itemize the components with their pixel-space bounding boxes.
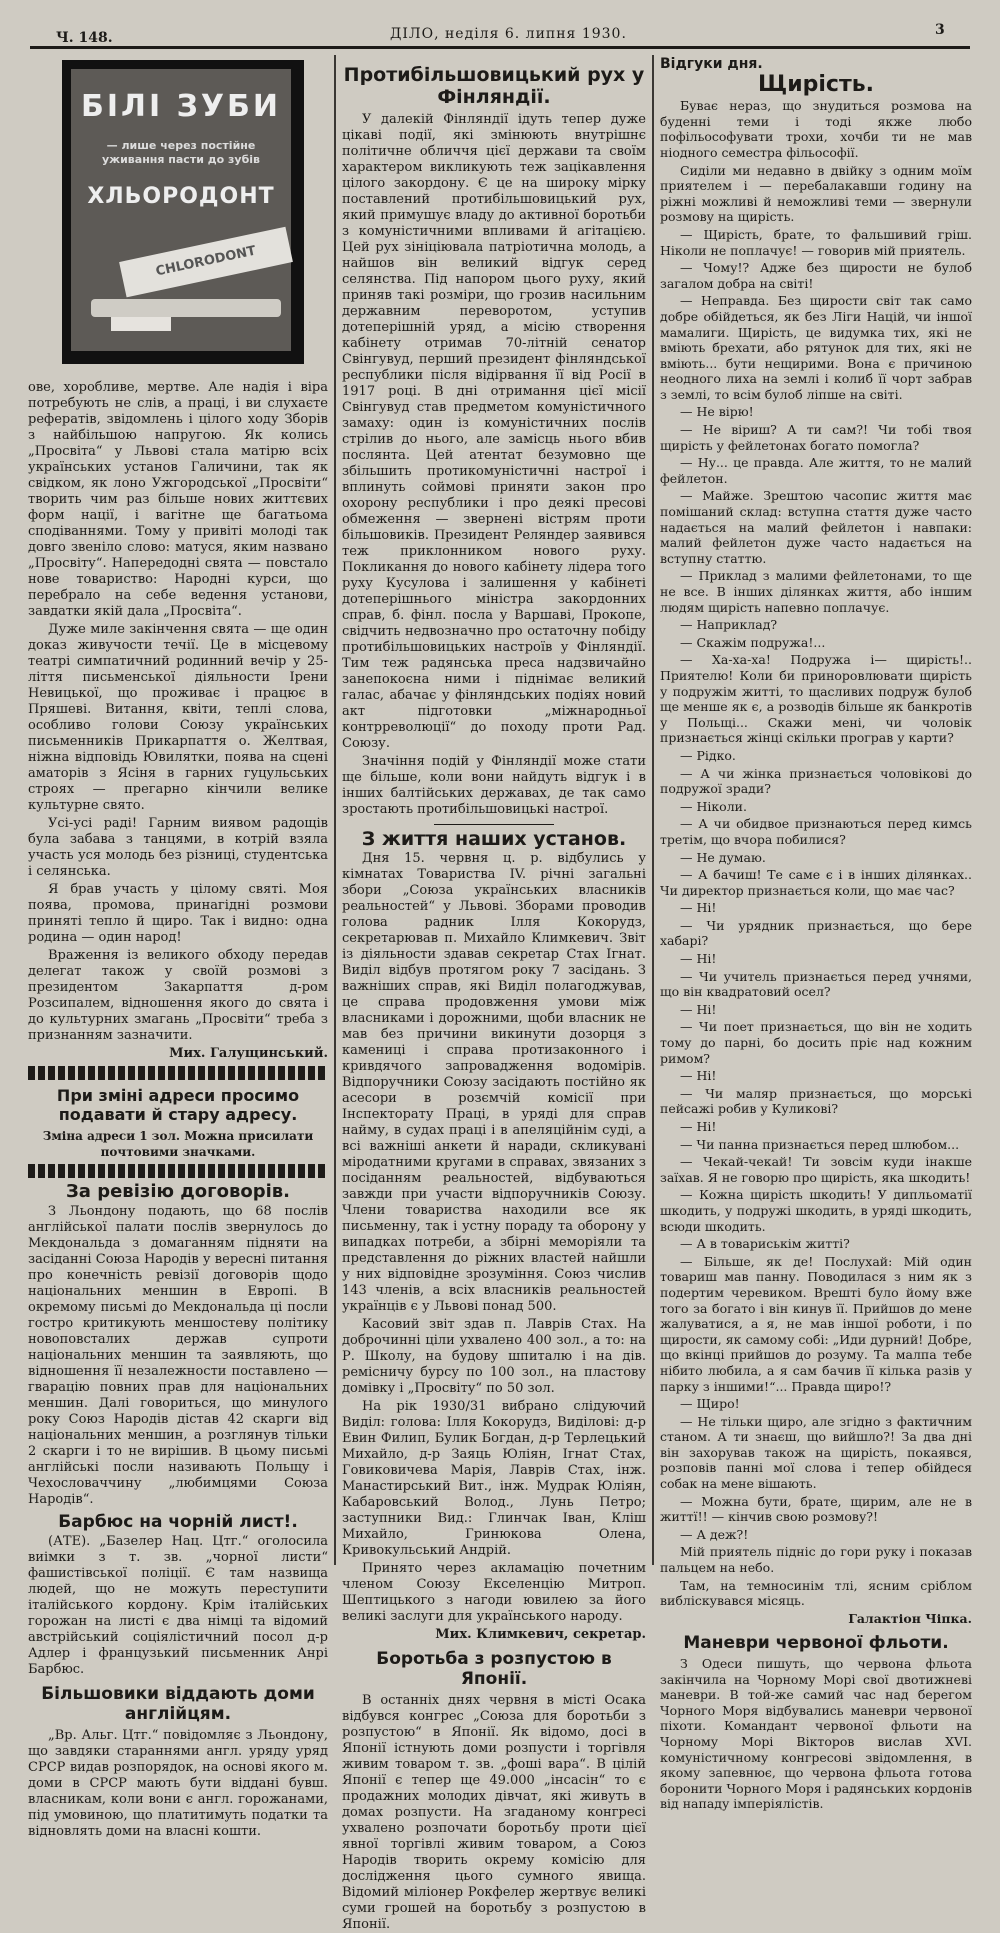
paragraph: — Ні! [680,1119,717,1134]
article-title: За ревізію договорів. [66,1181,290,1202]
paragraph: ове, хоробливе, мертве. Але надія і віра потребують не слів, а праці, і ви слухаєте рефератів, звідомлень і цілого ходу Зборів з найбільшою напругою. Як колись „Просвіта“ у Львові стала матірю всіх українських установ Галичини, так як свідком, як лоно Ужгородської „Просвіти“ творить чим раз більше нових життєвих форм нації, і вагітне ще багатьома сподіваннями. Тому у привіті молоді так довго звеніло слово: матуся, яким названо „Просвіту“. Напередодні свята — повстало нове товариство: Народні курси, що перебрало на себе ведення установи, завдатки якій дала „Просвіта“. [28,380,328,619]
paragraph: Усі-усі раді! Гарним виявом радощів була забава з танцями, в котрій взяла участь уся молодь без різниці, студентська і селянська. [28,816,328,879]
header-rule [30,46,970,49]
paragraph: У далекій Фінляндії ідуть тепер дуже цікаві події, які змінюють внутрішнє політичне обличчя цієї держави та своїм характером викликують теж зацікавлення цілого закордону. Є це на широку мірку поставлений протибільшовицький рух, який примушує владу до активної боротьби з комуністичними впливами й агітацією. Цей рух зініціювала патріотична молодь, а найшов він великий відгук серед селянства. Під напором цього руху, який приняв такі розміри, що грозив насильним державним переворотом, уступив дотеперішній уряд, а місію створення кабінету отримав 70-літній сенатор Свінгувуд, перший президент фінляндської республики після відірвання її від Росії в 1917 році. В дні отримання цієї місії Свінгувуд став предметом комуністичного замаху: один із комуністичних послів стрілив до нього, але замісць нього вбив послянта. Цей атентат безумовно ще збільшить протикомуністичні настрої і вплинуть соймові приняти закон про охорону республики і про деякі пресові обмеження — звернені вістрям проти більшовиків. Президент Реляндер заявився теж приклонником нового руху. Покликання до нового кабінету лідера того руху Кусулова і залишення у кабінеті дотеперішнього міністра закордонних справ, б. фінл. посла у Варшаві, Прокопе, свідчить недвозначно про остаточну побіду протибільшовицьких настроїв у Фінляндії. Тим теж радянська преса надзвичайно занепокоєна ними і піднімає великий галас, абачає у фінляндських подіях новий акт підготовки „міжнародньої контрреволюції“ до походу проти Рад. Союзу. [342,112,646,751]
signature: Мих. Климкевич, секретар. [435,1627,646,1642]
notice-title: При зміні адреси просимо подавати й стару адресу. [56,1086,300,1124]
paragraph: — Ніколи. [680,798,747,814]
toothbrush-icon [91,299,281,317]
paragraph: — Ні! [680,900,717,916]
paragraph: Дня 15. червня ц. р. відбулись у кімнатах Товариства IV. річні загальні збори „Союза українських власників реальностей“ у Львові. Зборами проводив голова радник Ілля Кокорудз, секретарював п. Михайло Климкевич. Звіт із діяльности здавав секретар Стах Ігнат. Виділ відбув протягом року 7 засідань. З важніших справ, які Виділ полагоджував, це справа продовження умови між власниками і дорожними, щоби власник не мав без причини викинути дозорця з камениці і справа протизаконного і кривдячого запровадження водомірів. Відпоручники Союзу засідають постійно як асесори в розємчій комісії при Інспекторату Праці, в уряді для справ найму, в судах праці і в апеляційнім суді, а всі важніші анкети й наради, скликувані міродатними кругами в справах, звязаних з посіданням реальностей, відбуваються завжди при участи відпоручників Союзу. Члени товариства находили все як письменну, так і устну пораду та оборону у випадках потреби, а збірні меморіяли та представлення до ріжних властей найшли у них відповідне зрозуміння. Союз числив 143 членів, а всіх власників реальностей українців є у Львові понад 500. [342,851,646,1314]
paragraph: — А в товариськім житті? [680,1236,850,1252]
paragraph: — Рідко. [680,747,736,763]
paragraph: — Кожна щирість шкодить! У дипльоматії шкодить, у подружі шкодить, в уряді шкодить, всюди шкодить. [660,1187,972,1234]
paragraph: — Не віриш? А ти сам?! Чи тобі твоя щирість у фейлетонах богато помогла? [660,422,972,453]
article-text: З Льондону подають, що 68 послів англійської палати послів звернулось до Мекдональда з домаганням підняти на засіданні Союза Народів у вересні питання про конечність ревізії договорів щодо національних меншин в Европі. В окремому письмі до Мекдональда ці посли гостро критикують меншостеву політику новоповсталих держав супроти національних меншин та заявляють, що відношення її незалежности поставлено — гварацію повних прав для національних меншин. Далі говориться, що минулого року Союз Народів дістав 42 скарги від національних меншин, а розглянув тільки 2 скарги і то не вирішив. В цьому письмі англійські посли називають Польщу і Чехословаччину „любимцями Союза Народів“. [28,1204,328,1507]
paragraph: — Чи учитель признається перед учнями, що він квадратовий осел? [660,968,972,1000]
toothpaste-tube-icon: CHLORODONT [119,227,293,298]
paragraph: — Чи панна признається перед шлюбом... [680,1136,960,1152]
article-title: Барбюс на чорній лист!. [58,1512,298,1532]
column-1 [28,380,328,1839]
paragraph: — Чи урядник признається, що бере хабарі? [660,917,972,949]
paragraph: — Не думаю. [680,849,766,865]
paragraph: Значіння подій у Фінляндії може стати ще більше, коли вони найдуть відгук і в інших балтійських державах, де так само зростають протибільшовицькі настрої. [342,754,646,817]
paragraph: Касовий звіт здав п. Лаврів Стах. На доброчинні ціли ухвалено 400 зол., а то: на Р. Школу, на будову шпиталю і на дів. ремісничу бурсу по 100 зол., на пластову домівку і „Просвіту“ по 50 зол. [342,1317,646,1396]
column-divider [334,55,336,1565]
paragraph: — Чекай-чекай! Ти зовсім куди інакше заїхав. Я не говорю про щирість, яка шкодить! [660,1154,972,1185]
paragraph: Там, на темносинім тлі, ясним сріблом вибліскувався місяць. [660,1577,972,1609]
feuilleton-body [660,98,972,1609]
page-number: 3 [935,22,945,38]
paragraph: — Ні! [680,1001,717,1017]
paragraph: — Ні! [680,951,717,967]
paragraph: — Неправда. Без щирости світ так само добре обійдеться, як без Ліги Націй, чи іншої мамалиги. Щирість, це видумка тих, які не вміють брехати, або рятунок для тих, які не вміють... бути нещирими. Вона є причиною неодного лиха на землі і колиб її чорт забрав з землі, то всім булоб ліпше на світі. [660,293,972,402]
paragraph: — А деж?! [680,1526,749,1542]
ornamental-rule [28,1164,328,1178]
divider [434,824,554,825]
article-title: Більшовики віддають доми англійцям. [41,1684,315,1724]
paragraph: Принято через акламацію почетним членом Союзу Екселенцію Митроп. Шептицького з нагоди ювилею за його великі заслуги для українського народу. [342,1561,646,1624]
column-3 [660,55,972,1812]
paragraph: — Ні! [680,1068,717,1084]
column-divider [652,55,654,1565]
paragraph: — Не тільки щиро, але згідно з фактичним станом. А ти знаєш, що вийшло?! За два дні він захорував також на щирість, покаявся, розповів панні мої слова і тепер обійдеся собак на мене вішають. [660,1413,972,1492]
paragraph: Враження із великого обходу передав делегат також у своїй розмові з президентом Закарпаття д-ром Розсипалем, відношення якого до свята і до культурних змагань „Просвіти“ треба з признанням зазначити. [28,948,328,1043]
paragraph: На рік 1930/31 вибрано слідуючий Виділ: голова: Ілля Кокорудз, Виділові: д-р Евин Филип, Булик Богдан, д-р Терлецький Михайло, д-р Заяць Юліян, Ігнат Стах, Говиковичева Марія, Лаврів Стах, інж. Манастирський Вит., інж. Мудрак Юліян, Кабаровський Волод., Лунь Петро; заступники Вид.: Глинчак Іван, Кліш Михайло, Гринюкова Олена, Кривокульський Андрій. [342,1399,646,1558]
paragraph: — Наприклад? [680,617,778,633]
paragraph: — Чи маляр признається, що морські пейсажі робив у Куликові? [660,1085,972,1117]
ornamental-rule [28,1066,328,1080]
article-text: (АТЕ). „Базелер Нац. Цтг.“ оголосила виімки з т. зв. „чорної листи“ фашистівської поліції. Є там назвища людей, що не можуть переступити італійського кордону. Крім італійських горожан на листі є два німці та відомий австрійський соціялістичний посол д-р Адлер і французький письменник Анрі Барбюс. [28,1534,328,1677]
paragraph: — А чи жінка признається чоловікові до подружої зради? [660,765,972,797]
masthead: ДІЛО, неділя 6. липня 1930. [390,26,627,42]
ad-title: БІЛІ ЗУБИ [81,89,281,124]
page-header [0,0,1000,48]
paragraph: — Ну... це правда. Але життя, то не малий фейлетон. [660,455,972,486]
article-title: Боротьба з розпустою в Японії. [376,1649,612,1689]
article-text: В останніх днях червня в місті Осака відбувся конгрес „Союза для боротьби з розпустою“ в Японії. Як відомо, досі в Японії істнують доми розпусти і торгівля живим товаром т. зв. „фошi вара“. В цілій Японії є тепер ще 49.000 „інсасін“ то є продажних молодих дівчат, які живуть в домах розпусти. На згаданому конгресі ухвалено розпочати боротьбу проти цієї явної торгівлі живим товаром, а Союз Народів творить окрему комісію для дослідження цього сумного явища. Відомий міліонер Рокфелер жертвує великі суми грошей на боротьбу з розпустою в Японії. [342,1693,646,1932]
paragraph: — Приклад з малими фейлетонами, то ще не все. В інших ділянках життя, або іншим людям щирість напевно поплачує. [660,568,972,615]
signature: Мих. Галущинський. [169,1046,328,1061]
paragraph: Мій приятель підніс до гори руку і показав пальцем на небо. [660,1544,972,1576]
paragraph: — А бачиш! Те саме є і в інших ділянках.. Чи директор признається коли, що має час? [660,867,972,898]
issue-number: Ч. 148. [56,30,113,46]
paragraph: Дуже миле закінчення свята — ще один доказ живучости течії. Це в місцевому театрі симпатичний родинний вечір у 25-ліття письменської діяльности Ірени Невицької, що проживає і працює в Пряшеві. Витання, квіти, теплі слова, особливо голови Союзу українських письменників Прикарпаття о. Желтвая, ніжна відповідь Ювилятки, поява на сцені аматорів з Ясіня в гарних гуцульських строях — прегарно кінчили велике культурне свято. [28,622,328,813]
ad-brand: ХЛЬОРОДОНТ [87,184,275,209]
paragraph: — Щиро! [680,1396,740,1412]
toothpaste-ad [62,60,304,364]
ad-subtitle: — лише через постійне уживання пасти до зубів [101,139,260,166]
paragraph: — Скажім подружа!... [680,634,826,650]
article-title: Щирість. [758,71,874,97]
rubric: Відгуки дня. [660,56,763,72]
paragraph: — Чому!? Адже без щирости не булоб загалом добра на світі! [660,260,972,291]
column-2 [342,60,646,1932]
signature: Галактіон Чіпка. [848,1610,972,1626]
toothbrush-bristles-icon [111,317,171,331]
paragraph: — А чи обидвое признаються перед кимсь третім, що вчора побилися? [660,816,972,847]
article-title: Протибільшовицький рух у Фінляндії. [343,64,645,108]
paragraph: — Чи поет признається, що він не ходить тому до парні, бо досить пріє над кожним римом? [660,1019,972,1066]
paragraph: — Ха-ха-ха! Подружа і— щирість!.. Приятелю! Коли би приноровлювати щирість у подружім житті, то щасливих подруж булоб ще менше як є, а розводів більше як банкротів у Польщі... Скажи мені, чи чоловік признається жінці скільки програв у карти? [660,652,972,746]
paragraph: — Не вірю! [680,404,754,420]
paragraph: — Майже. Зрештою часопис життя має помішаний склад: вступна стаття дуже часто надається на малий фейлетон і навпаки: малий фейлетон дуже часто надається на вступну статтю. [660,488,972,566]
notice-text: Зміна адреси 1 зол. Можна присилати почтовими значками. [42,1129,314,1159]
article-text: „Вр. Альг. Цтг.“ повідомляє з Льондону, що завдяки стараннями англ. уряду уряд СРСР видав розпорядок, на основі якого м. доми в СРСР мають бути віддані бувш. власникам, коли вони є англ. горожанами, під умовиною, що платитимуть податки та відновлять доми на власні кошти. [28,1728,328,1839]
article-text: З Одеси пишуть, що червона фльота закінчила на Чорному Морі свої двотижневі маневри. В той-же самий час над берегом Чорного Моря відбувались маневри червоної піхоти. Командант червоної фльоти на Чорному Морі Вікторов вислав XVI. комуністичному конгресові звідомлення, в якому запевнює, що червона фльота готова боронити Чорного Моря і радянських кордонів від нападу імперіялістів. [660,1656,972,1812]
paragraph: — Більше, як де! Послухай: Мій один товариш мав панну. Поводилася з ним як з подертим черевиком. Врешті було йому вже того за богато і він кинув її. Прийшов до мене жалуватися, а я, не мав іншої роботи, і по щирости, як самому собі: „Иди дурний! Добре, що вкінці прийшов до розуму. Та малпа тебе нібито любила, а я сам бачив її кілька разів у парку з іншими!“... Правда щиро!? [660,1253,972,1394]
paragraph: Буває нераз, що знудиться розмова на буденні теми і тоді якже любо пофільософувати трохи, хочби ти не мав ніодного семестра фільософії. [660,98,972,160]
paragraph: Я брав участь у цілому святі. Моя поява, промова, принагідні розмови приняті тепло й щиро. Так і видно: одна родина — один народ! [28,882,328,945]
article-title: З життя наших установ. [361,828,627,850]
article-title: Маневри червоної фльоти. [683,1633,949,1654]
paragraph: — Можна бути, брате, щирим, але не в життї!! — кінчив свою розмову?! [660,1493,972,1525]
paragraph: — Щирість, брате, то фальшивий гріш. Ніколи не поплачує! — говорив мій приятель. [660,226,972,258]
paragraph: Сиділи ми недавно в двійку з одним моїм приятелем і — перебалакавши годину на ріжні можливі й неможливі теми — звернули розмову на щирість. [660,162,972,225]
